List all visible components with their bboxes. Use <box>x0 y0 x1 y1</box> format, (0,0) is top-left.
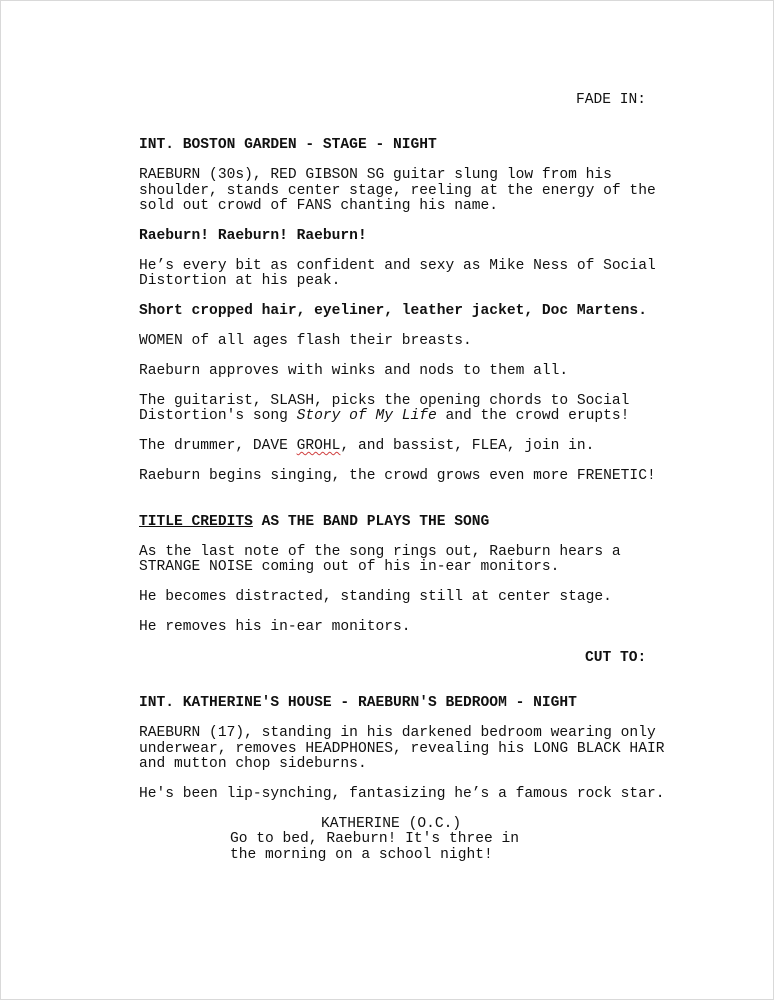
action-line: WOMEN of all ages flash their breasts. <box>139 333 472 349</box>
action-text: The drummer, DAVE <box>139 438 297 454</box>
action-line: Raeburn begins singing, the crowd grows even more FRENETIC! <box>139 468 656 484</box>
action-line: RAEBURN (30s), RED GIBSON SG guitar slung low from his <box>139 167 612 183</box>
action-line: He's been lip-synching, fantasizing he’s a famous rock star. <box>139 786 665 802</box>
action-line: Raeburn approves with winks and nods to them all. <box>139 363 569 379</box>
action-line <box>139 439 594 455</box>
dialogue-line: the morning on a school night! <box>230 847 493 863</box>
action-line: He becomes distracted, standing still at center stage. <box>139 589 612 605</box>
action-line <box>139 409 629 425</box>
action-text: and the crowd erupts! <box>436 408 630 424</box>
scene-heading-title-credits <box>139 515 489 531</box>
action-line: He’s every bit as confident and sexy as Mike Ness of Social <box>139 258 656 274</box>
action-line: and mutton chop sideburns. <box>139 756 367 772</box>
action-line: As the last note of the song rings out, Raeburn hears a <box>139 544 621 560</box>
cut-to-transition: CUT TO: <box>585 650 647 666</box>
action-line: Distortion at his peak. <box>139 273 341 289</box>
spellcheck-flagged-word[interactable]: GROHL <box>296 438 341 454</box>
action-line: He removes his in-ear monitors. <box>139 619 411 635</box>
scene-heading-boston-garden: INT. BOSTON GARDEN - STAGE - NIGHT <box>139 137 437 153</box>
action-line: STRANGE NOISE coming out of his in-ear monitors. <box>139 559 560 575</box>
action-text: , and bassist, FLEA, join in. <box>340 438 595 454</box>
action-line: shoulder, stands center stage, reeling at the energy of the <box>139 183 656 199</box>
action-line: underwear, removes HEADPHONES, revealing his LONG BLACK HAIR <box>139 741 665 757</box>
title-credits-label: TITLE CREDITS <box>139 514 253 530</box>
character-look: Short cropped hair, eyeliner, leather jacket, Doc Martens. <box>139 303 647 319</box>
action-line: sold out crowd of FANS chanting his name. <box>139 198 499 214</box>
scene-heading-bedroom: INT. KATHERINE'S HOUSE - RAEBURN'S BEDROOM - NIGHT <box>139 695 577 711</box>
crowd-chant: Raeburn! Raeburn! Raeburn! <box>139 228 367 244</box>
action-line: The guitarist, SLASH, picks the opening chords to Social <box>139 393 630 409</box>
character-name: KATHERINE (O.C.) <box>321 816 462 832</box>
action-text: Distortion's song <box>139 408 297 424</box>
fade-in-transition: FADE IN: <box>576 92 647 108</box>
scene-heading-rest: AS THE BAND PLAYS THE SONG <box>252 514 490 530</box>
song-title: Story of My Life <box>296 408 437 424</box>
action-line: RAEBURN (17), standing in his darkened bedroom wearing only <box>139 725 656 741</box>
dialogue-line: Go to bed, Raeburn! It's three in <box>230 831 520 847</box>
